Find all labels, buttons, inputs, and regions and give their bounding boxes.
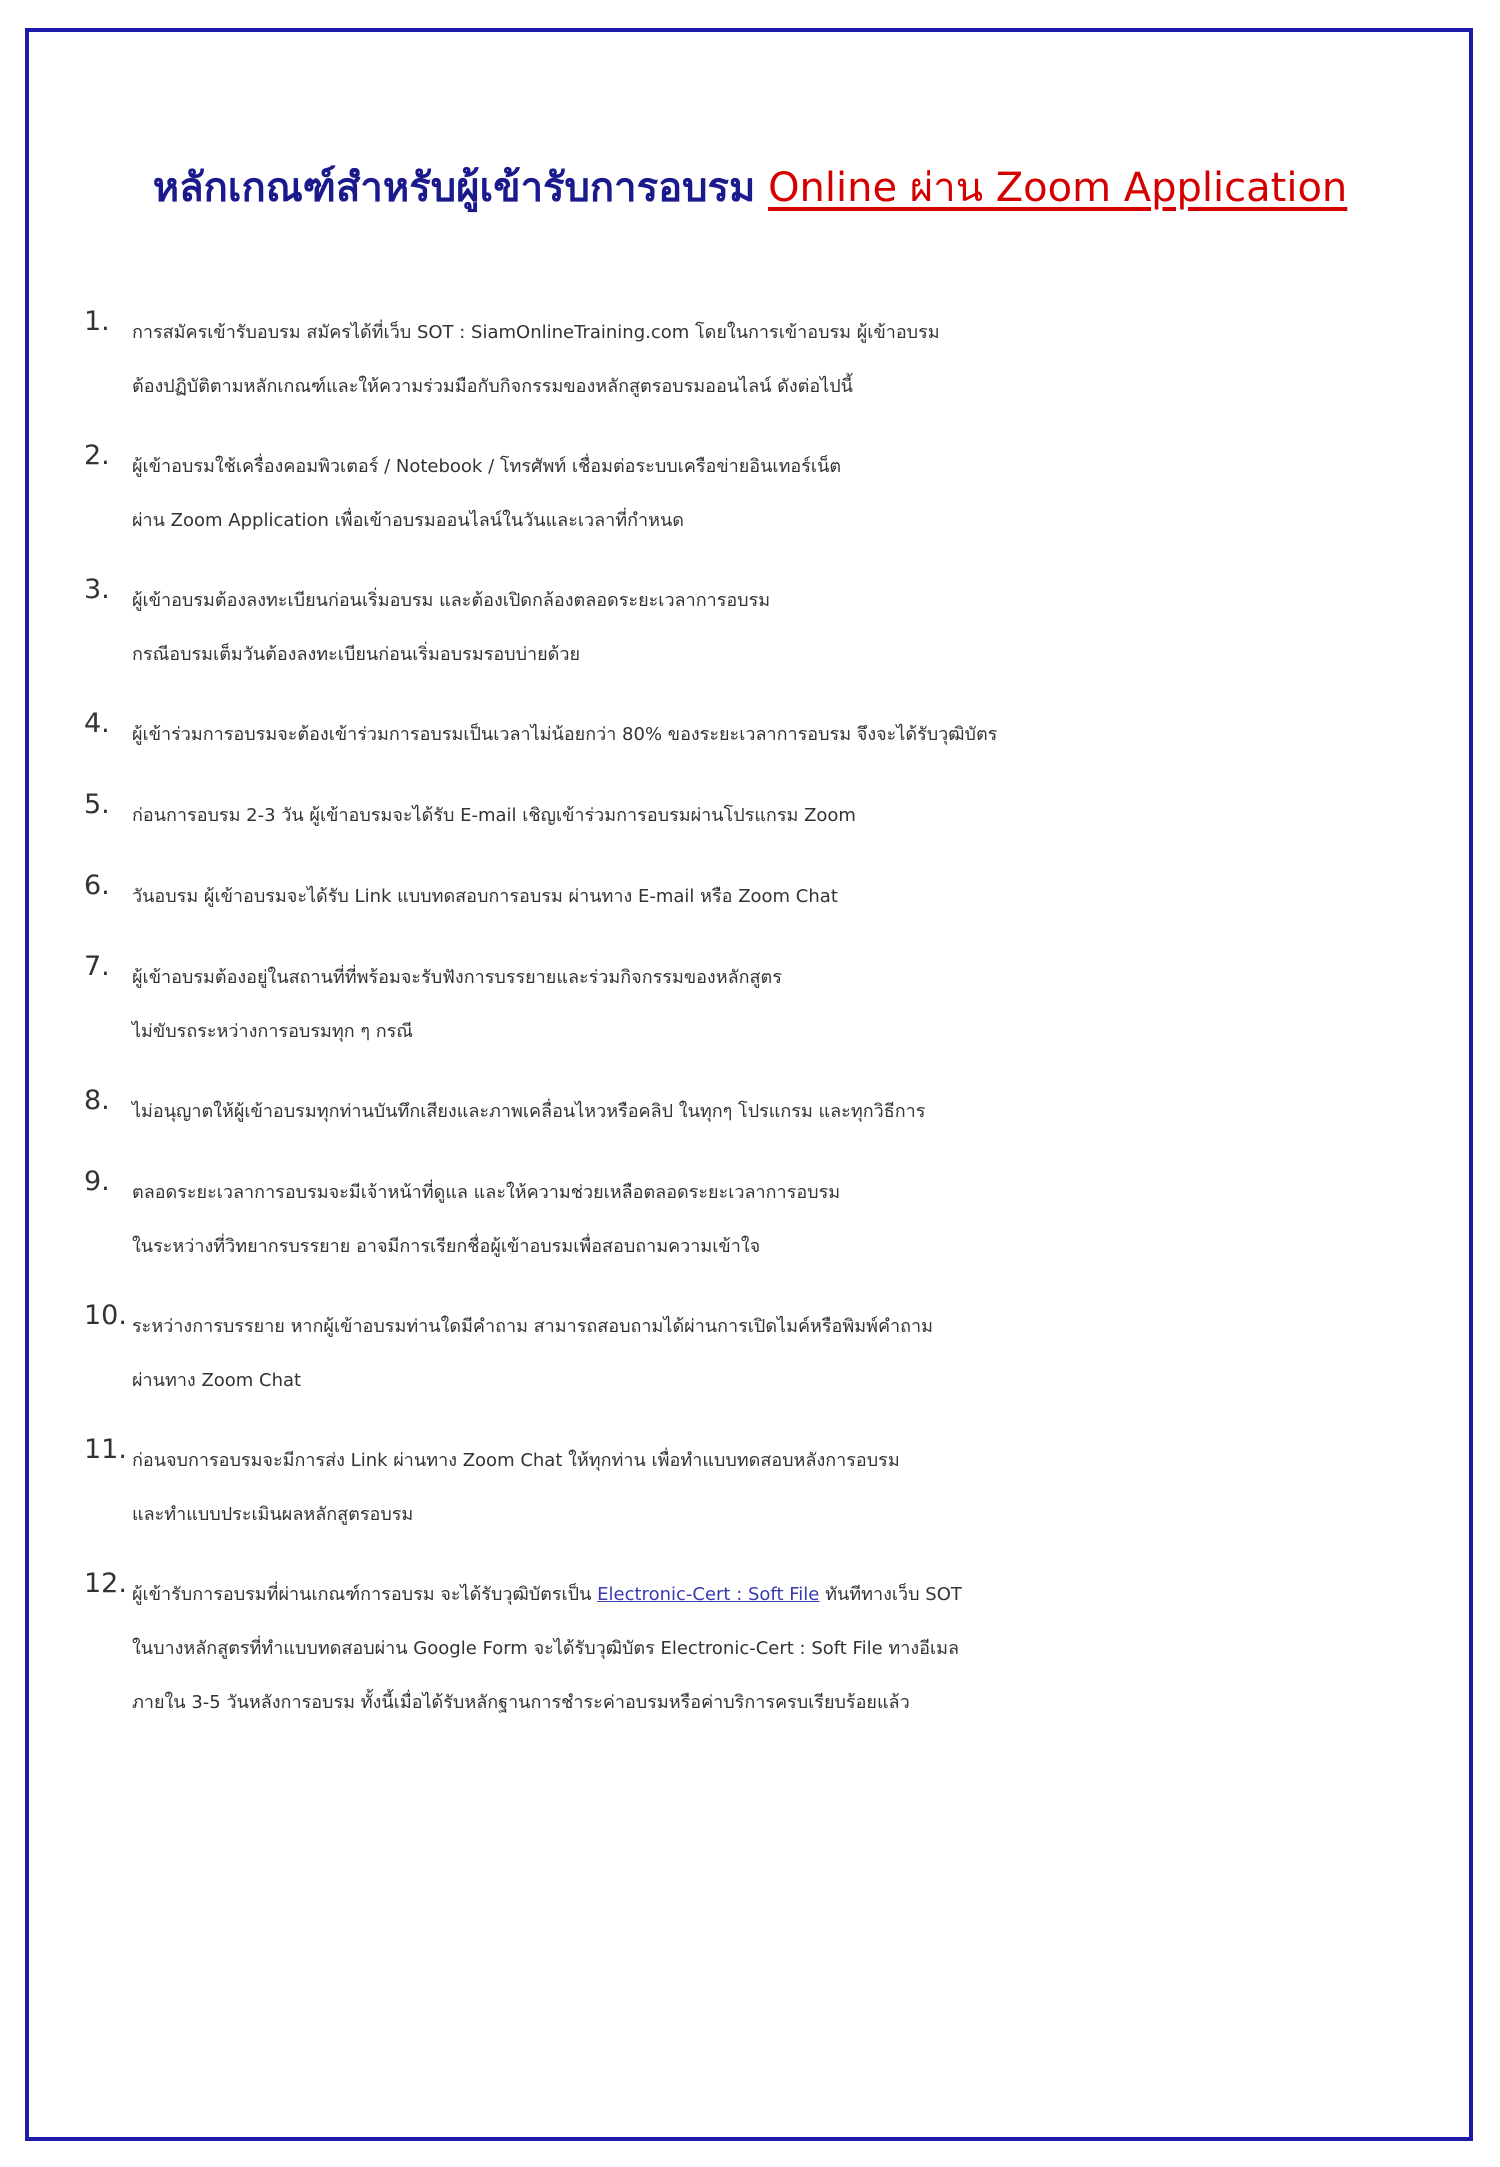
item-line: ภายใน 3-5 วันหลังการอบรม ทั้งนี้เมื่อได้รับหลักฐานการชำระค่าอบรมหรือค่าบริการครบเรียบร้อยแล้ว <box>132 1692 910 1713</box>
electronic-cert-link[interactable]: Electronic-Cert : Soft File <box>597 1584 820 1605</box>
list-item <box>84 1568 1484 1730</box>
item-line <box>132 1568 1484 1622</box>
item-line: ไม่อนุญาตให้ผู้เข้าอบรมทุกท่านบันทึกเสียงและภาพเคลื่อนไหวหรือคลิป ในทุกๆ โปรแกรม และทุกวิธีการ <box>132 1101 926 1122</box>
item-number: 9. <box>84 1166 110 1197</box>
item-text: ผู้เข้ารับการอบรมที่ผ่านเกณฑ์การอบรม จะได้รับวุฒิบัตรเป็น <box>132 1584 592 1605</box>
item-line: และทำแบบประเมินผลหลักสูตรอบรม <box>132 1504 414 1525</box>
item-number: 10. <box>84 1300 127 1331</box>
item-number: 7. <box>84 951 110 982</box>
item-number: 5. <box>84 789 110 820</box>
item-number: 11. <box>84 1434 127 1465</box>
item-line: ในบางหลักสูตรที่ทำแบบทดสอบผ่าน Google Form จะได้รับวุฒิบัตร Electronic-Cert : Soft File ทางอีเมล <box>132 1638 960 1659</box>
item-number: 6. <box>84 870 110 901</box>
item-text: ทันทีทางเว็บ SOT <box>825 1584 962 1605</box>
item-line: วันอบรม ผู้เข้าอบรมจะได้รับ Link แบบทดสอบการอบรม ผ่านทาง E-mail หรือ Zoom Chat <box>132 886 838 907</box>
item-line: ผู้เข้าอบรมต้องลงทะเบียนก่อนเริ่มอบรม และต้องเปิดกล้องตลอดระยะเวลาการอบรม <box>132 590 771 611</box>
item-line: กรณีอบรมเต็มวันต้องลงทะเบียนก่อนเริ่มอบรมรอบบ่ายด้วย <box>132 644 581 665</box>
list-item <box>84 306 1484 414</box>
item-line: ผู้เข้าอบรมต้องอยู่ในสถานที่ที่พร้อมจะรับฟังการบรรยายและร่วมกิจกรรมของหลักสูตร <box>132 967 782 988</box>
title-english: Online ผ่าน Zoom Application <box>768 165 1348 211</box>
item-number: 4. <box>84 708 110 739</box>
item-number: 3. <box>84 574 110 605</box>
list-item <box>84 1300 1484 1408</box>
list-item <box>84 1434 1484 1542</box>
criteria-list <box>84 306 1484 1730</box>
list-item <box>84 789 1484 843</box>
list-item <box>84 1085 1484 1139</box>
item-line: ระหว่างการบรรยาย หากผู้เข้าอบรมท่านใดมีคำถาม สามารถสอบถามได้ผ่านการเปิดไมค์หรือพิมพ์คำถาม <box>132 1316 933 1337</box>
item-line: ต้องปฏิบัติตามหลักเกณฑ์และให้ความร่วมมือกับกิจกรรมของหลักสูตรอบรมออนไลน์ ดังต่อไปนี้ <box>132 376 853 397</box>
item-number: 8. <box>84 1085 110 1116</box>
item-line: ผู้เข้าอบรมใช้เครื่องคอมพิวเตอร์ / Notebook / โทรศัพท์ เชื่อมต่อระบบเครือข่ายอินเทอร์เน็ต <box>132 456 842 477</box>
title-thai: หลักเกณฑ์สำหรับผู้เข้ารับการอบรม <box>152 165 756 211</box>
list-item <box>84 870 1484 924</box>
item-number: 12. <box>84 1568 127 1599</box>
item-line: ไม่ขับรถระหว่างการอบรมทุก ๆ กรณี <box>132 1021 414 1042</box>
item-line: การสมัครเข้ารับอบรม สมัครได้ที่เว็บ SOT : SiamOnlineTraining.com โดยในการเข้าอบรม ผู้เข้าอบรม <box>132 322 940 343</box>
item-line: ก่อนจบการอบรมจะมีการส่ง Link ผ่านทาง Zoom Chat ให้ทุกท่าน เพื่อทำแบบทดสอบหลังการอบรม <box>132 1450 900 1471</box>
list-item <box>84 708 1484 762</box>
item-line: ผ่าน Zoom Application เพื่อเข้าอบรมออนไลน์ในวันและเวลาที่กำหนด <box>132 510 684 531</box>
item-line: ในระหว่างที่วิทยากรบรรยาย อาจมีการเรียกชื่อผู้เข้าอบรมเพื่อสอบถามความเข้าใจ <box>132 1236 761 1257</box>
list-item <box>84 440 1484 548</box>
item-line: ก่อนการอบรม 2-3 วัน ผู้เข้าอบรมจะได้รับ E-mail เชิญเข้าร่วมการอบรมผ่านโปรแกรม Zoom <box>132 805 856 826</box>
item-number: 2. <box>84 440 110 471</box>
item-line: ผู้เข้าร่วมการอบรมจะต้องเข้าร่วมการอบรมเป็นเวลาไม่น้อยกว่า 80% ของระยะเวลาการอบรม จึงจะได้รับวุฒิบัตร <box>132 724 998 745</box>
list-item <box>84 1166 1484 1274</box>
item-line: ตลอดระยะเวลาการอบรมจะมีเจ้าหน้าที่ดูแล และให้ความช่วยเหลือตลอดระยะเวลาการอบรม <box>132 1182 841 1203</box>
list-item <box>84 951 1484 1059</box>
item-line: ผ่านทาง Zoom Chat <box>132 1370 302 1391</box>
item-number: 1. <box>84 306 110 337</box>
page-title <box>0 160 1500 216</box>
list-item <box>84 574 1484 682</box>
